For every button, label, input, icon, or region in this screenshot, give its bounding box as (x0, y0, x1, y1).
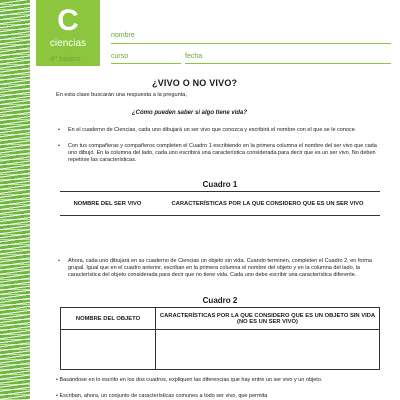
bullet-dot: • (56, 377, 58, 383)
closing-text-2: • Escriban, ahora, un conjunto de características comunes a todo ser vivo, que permita (56, 393, 268, 399)
curso-line (111, 63, 181, 64)
fecha-line (185, 63, 391, 64)
instruction-bullet-2: • Con tus compañeras y compañeros completen el Cuadro 1 escribiendo en la primera columna el nombre del ser vivo que cada uno dibujó. En la columna del lado, cada uno escribirá una característica considerada para decir que es un ser vivo. No deben repetirse las características. (58, 143, 377, 163)
page-title: ¿VIVO O NO VIVO? (152, 78, 238, 88)
table1-header-name: NOMBRE DEL SER VIVO (60, 192, 155, 216)
intro-text: En esta clase buscarán una respuesta a la pregunta, (56, 92, 187, 98)
table2-header-name: NOMBRE DEL OBJETO (61, 308, 156, 330)
bullet-dot: • (56, 393, 58, 399)
instruction-bullet-3: • Ahora, cada uno dibujará en su cuaderno de Ciencias un objeto sin vida. Cuando terminen, completen el Cuadro 2, en forma grupal. Igual que en el cuadro anterior, escriban en la primera columna el nombre del objeto y en la columna del lado, la característica del objeto considerada para decir que no tiene vida. Cada uno debe escribir una característica diferente. (58, 258, 372, 278)
table2-title: Cuadro 2 (202, 296, 238, 305)
grade-label: 4º básico (50, 54, 81, 63)
table2-cell[interactable] (156, 330, 380, 370)
nombre-label: nombre (111, 32, 135, 39)
bullet-dot: • (58, 258, 60, 264)
decorative-side-strip (0, 0, 30, 400)
instruction-bullet-1: • En el cuaderno de Ciencias, cada uno dibujará un ser vivo que conozca y escribirá el nombre con el que se le conoce. (58, 127, 357, 133)
curso-label: curso (111, 53, 129, 60)
table-1 (60, 191, 380, 216)
logo-word: ciencias (49, 38, 87, 49)
fecha-label: fecha (185, 53, 203, 60)
table-2 (60, 307, 380, 370)
closing-text-1: • Basándose en lo escrito en los dos cuadros, expliquen las diferencias que hay entre un ser vivo y un objeto. (56, 377, 323, 383)
table1-title: Cuadro 1 (202, 180, 238, 189)
table2-cell[interactable] (61, 330, 156, 370)
table2-header-characteristics: CARACTERÍSTICAS POR LA QUE CONSIDERO QUE ES UN OBJETO SIN VIDA (NO ES UN SER VIVO) (156, 308, 380, 330)
nombre-line (111, 43, 391, 44)
bullet-dot: • (58, 127, 60, 133)
bullet-dot: • (58, 143, 60, 149)
guiding-question: ¿Cómo pueden saber si algo tiene vida? (132, 110, 248, 116)
logo-letter: C (57, 4, 79, 37)
table1-header-characteristics: CARACTERÍSTICAS POR LA QUE CONSIDERO QUE ES UN SER VIVO (155, 192, 380, 216)
